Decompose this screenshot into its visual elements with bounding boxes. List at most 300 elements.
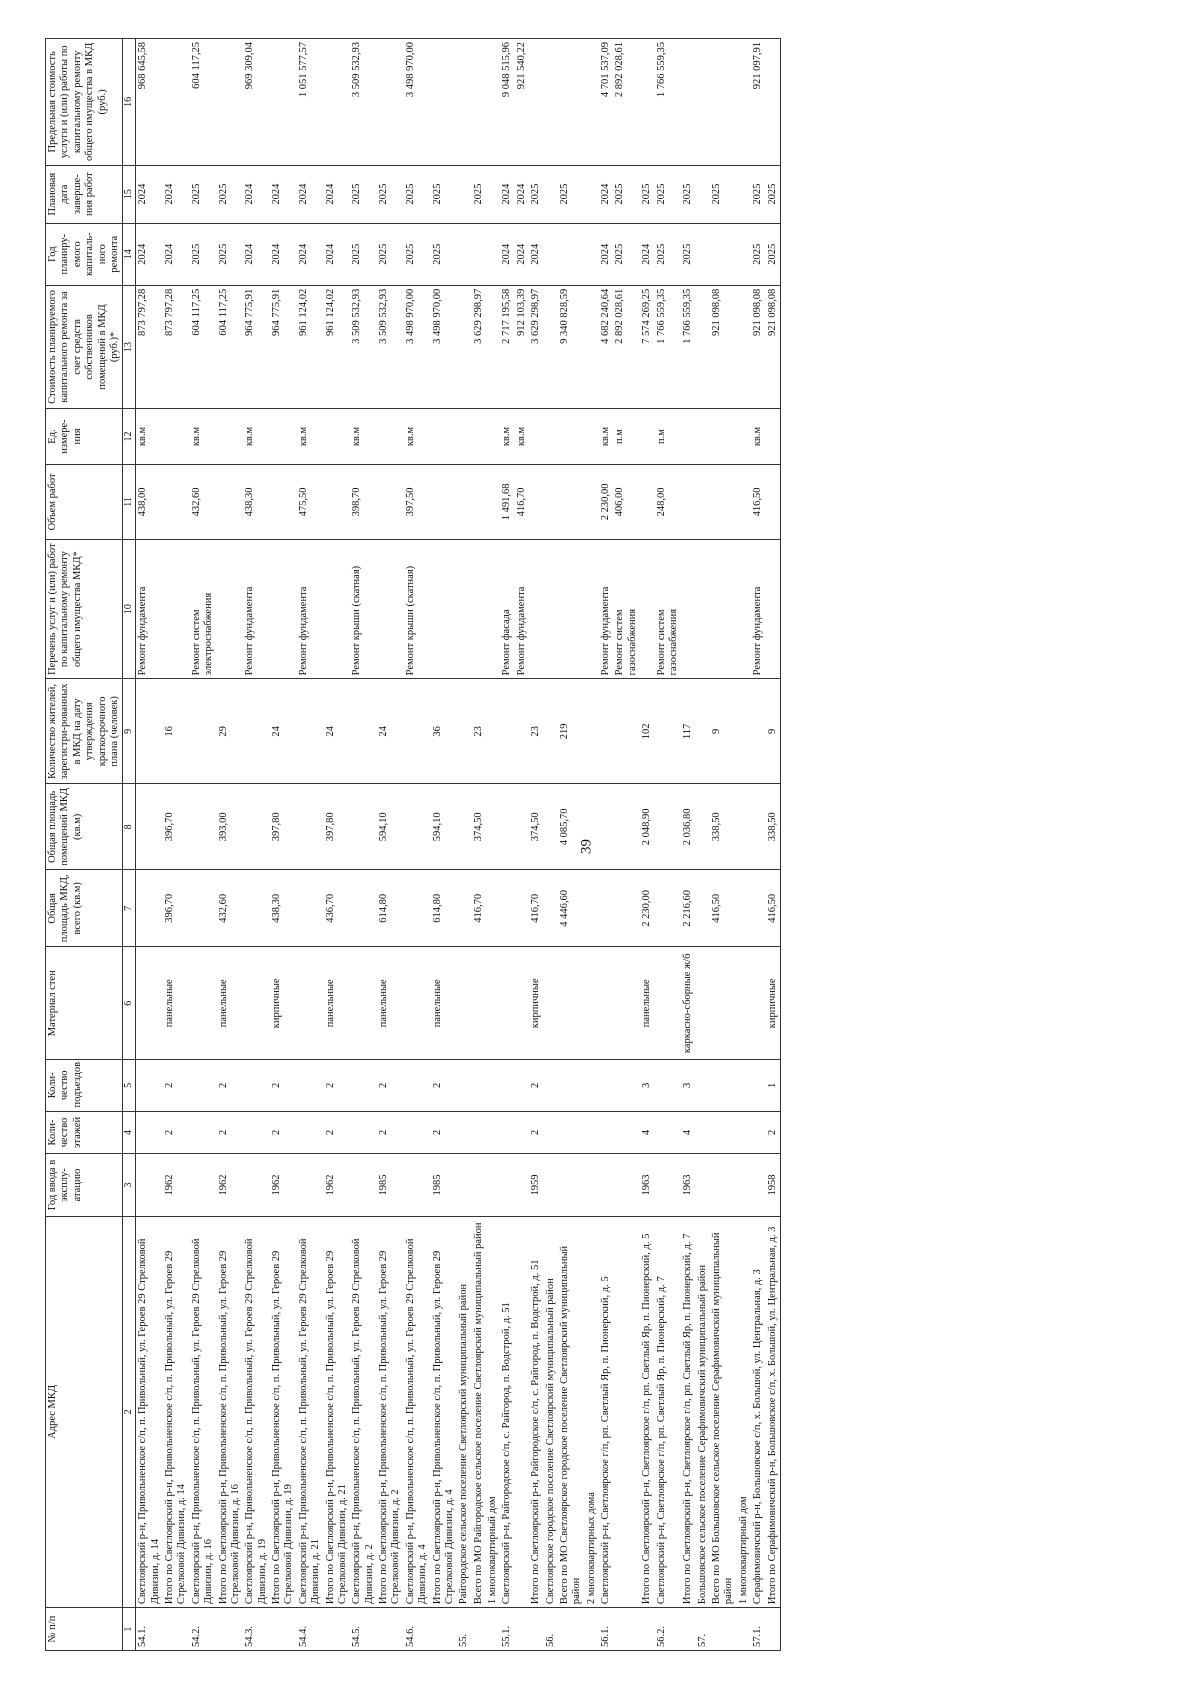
table-cell: 2025	[766, 165, 781, 223]
table-cell	[737, 223, 751, 285]
table-cell: 2025	[350, 223, 377, 285]
table-body	[136, 39, 781, 1651]
table-cell	[486, 784, 500, 870]
table-cell	[710, 947, 737, 1060]
table-cell	[737, 679, 751, 784]
table-cell: 921 098,08	[766, 285, 781, 408]
table-cell	[640, 539, 654, 678]
table-cell: 54.4.	[297, 1608, 324, 1651]
table-cell: 2	[217, 1111, 244, 1154]
table-cell	[377, 1608, 404, 1651]
table-cell	[350, 1154, 377, 1216]
table-cell	[163, 1608, 190, 1651]
table-row	[457, 39, 471, 1651]
table-cell: 23	[529, 679, 543, 784]
table-row	[377, 39, 404, 1651]
table-cell: 2	[431, 1111, 458, 1154]
table-cell	[515, 1216, 529, 1607]
table-cell	[472, 1608, 486, 1651]
table-cell	[270, 1608, 297, 1651]
table-cell: 2024	[599, 165, 613, 223]
table-row	[500, 39, 514, 1651]
table-cell	[696, 1111, 710, 1154]
table-row	[515, 39, 529, 1651]
table-cell	[217, 39, 244, 166]
table-cell: 614,80	[431, 870, 458, 947]
table-cell	[737, 539, 751, 678]
table-cell	[190, 870, 217, 947]
table-cell: 2 230,00	[640, 870, 654, 947]
table-cell: 2	[217, 1060, 244, 1111]
table-cell: 964 775,91	[270, 285, 297, 408]
table-cell: Райгородское сельское поселение Светлоярский муниципальный район	[457, 1216, 471, 1607]
table-cell	[350, 679, 377, 784]
table-cell: 3	[681, 1060, 695, 1111]
table-cell: 2024	[500, 165, 514, 223]
table-cell	[136, 784, 163, 870]
table-cell: 1 051 577,57	[297, 39, 324, 166]
table-row	[613, 39, 640, 1651]
table-cell	[529, 409, 543, 465]
column-header-10: Перечень услуг и (или) работ по капитальному ремонту общего имущества МКД*	[46, 539, 123, 678]
table-cell	[544, 1154, 558, 1216]
table-cell: 4 446,60	[558, 870, 585, 947]
table-cell	[324, 409, 351, 465]
table-cell	[486, 539, 500, 678]
table-cell: Ремонт крыши (скатная)	[404, 539, 431, 678]
table-cell	[270, 539, 297, 678]
table-cell	[696, 409, 710, 465]
table-cell	[655, 784, 682, 870]
table-cell	[558, 539, 585, 678]
table-cell	[270, 39, 297, 166]
column-number-5: 5	[123, 1060, 136, 1111]
table-cell	[500, 947, 514, 1060]
table-cell	[190, 784, 217, 870]
table-cell: 2025	[190, 223, 217, 285]
table-cell	[472, 947, 486, 1060]
table-cell	[457, 409, 471, 465]
table-cell	[500, 679, 514, 784]
table-cell: 56.1.	[599, 1608, 613, 1651]
table-cell	[751, 1154, 765, 1216]
table-cell	[681, 464, 695, 539]
table-cell: 29	[217, 679, 244, 784]
table-cell	[243, 947, 270, 1060]
table-cell	[544, 409, 558, 465]
table-cell	[710, 1154, 737, 1216]
table-cell	[613, 947, 640, 1060]
table-cell	[377, 539, 404, 678]
table-cell	[613, 1060, 640, 1111]
table-cell: 2024	[515, 165, 529, 223]
table-row	[696, 39, 710, 1651]
column-number-8: 8	[123, 784, 136, 870]
table-cell: Итого по Светлоярский р-н, Привольненское с/п, п. Привольный, ул. Героев 29 Стрелковой Дивизии, д. 21	[324, 1216, 351, 1607]
table-cell	[766, 39, 781, 166]
column-number-16: 16	[123, 39, 136, 166]
table-cell: 416,50	[751, 464, 765, 539]
table-cell	[710, 464, 737, 539]
table-cell: 23	[472, 679, 486, 784]
table-cell: 2	[431, 1060, 458, 1111]
table-cell	[500, 870, 514, 947]
table-cell	[585, 679, 599, 784]
table-cell	[297, 1060, 324, 1111]
table-cell: 1985	[377, 1154, 404, 1216]
column-number-10: 10	[123, 539, 136, 678]
table-cell: 2024	[500, 223, 514, 285]
table-cell	[457, 1060, 471, 1111]
table-cell	[710, 1060, 737, 1111]
table-cell: 219	[558, 679, 585, 784]
table-cell: Итого по Светлоярский р-н, Привольненское с/п, п. Привольный, ул. Героев 29 Стрелковой Дивизии, д. 19	[270, 1216, 297, 1607]
table-cell: 374,50	[472, 784, 486, 870]
table-cell	[163, 539, 190, 678]
table-cell: Итого по Светлоярский р-н, Привольненское с/п, п. Привольный, ул. Героев 29 Стрелковой Дивизии, д. 14	[163, 1216, 190, 1607]
table-cell	[585, 784, 599, 870]
table-cell: 2025	[529, 165, 543, 223]
table-cell: 57.1.	[751, 1608, 765, 1651]
table-cell	[486, 1608, 500, 1651]
table-cell	[472, 1154, 486, 1216]
table-cell: 4 701 537,09	[599, 39, 613, 166]
table-cell: 4 682 240,64	[599, 285, 613, 408]
table-cell: Ремонт систем электроснабжения	[190, 539, 217, 678]
table-cell: 873 797,28	[163, 285, 190, 408]
table-cell: 2	[270, 1060, 297, 1111]
table-cell	[613, 1608, 640, 1651]
table-cell: Ремонт систем газоснабжения	[613, 539, 640, 678]
table-cell: 921 098,08	[710, 285, 737, 408]
table-cell: 2025	[217, 223, 244, 285]
table-cell	[457, 870, 471, 947]
table-cell	[350, 947, 377, 1060]
table-cell: 56.	[544, 1608, 558, 1651]
table-cell	[585, 1154, 599, 1216]
table-cell	[243, 1154, 270, 1216]
table-cell	[751, 679, 765, 784]
table-cell: 16	[163, 679, 190, 784]
table-cell: 2025	[751, 165, 765, 223]
table-cell: 2	[529, 1111, 543, 1154]
table-cell	[681, 39, 695, 166]
table-cell: панельные	[431, 947, 458, 1060]
table-cell: 397,80	[270, 784, 297, 870]
table-cell	[655, 947, 682, 1060]
table-cell	[515, 947, 529, 1060]
table-cell: 1 766 559,35	[655, 285, 682, 408]
table-cell: Ремонт фундамента	[515, 539, 529, 678]
table-cell	[431, 1608, 458, 1651]
table-cell: Всего по МО Райгородское сельское поселение Светлоярский муниципальный район	[472, 1216, 486, 1607]
table-cell	[350, 1060, 377, 1111]
table-cell: 614,80	[377, 870, 404, 947]
table-cell	[457, 39, 471, 166]
table-cell: 9	[710, 679, 737, 784]
table-cell: кирпичные	[766, 947, 781, 1060]
table-cell: 964 775,91	[243, 285, 270, 408]
table-cell	[190, 1060, 217, 1111]
table-cell	[696, 539, 710, 678]
table-cell	[136, 947, 163, 1060]
table-cell	[350, 870, 377, 947]
table-row	[766, 39, 781, 1651]
table-cell: п.м	[655, 409, 682, 465]
table-cell	[766, 409, 781, 465]
table-cell: 2 036,80	[681, 784, 695, 870]
table-cell	[404, 870, 431, 947]
table-cell	[324, 1608, 351, 1651]
table-cell	[529, 39, 543, 166]
column-header-15: Плановая дата заверше-ния работ	[46, 165, 123, 223]
table-cell	[558, 947, 585, 1060]
table-cell: 2024	[243, 223, 270, 285]
table-cell	[324, 464, 351, 539]
table-cell	[486, 464, 500, 539]
table-cell: 1959	[529, 1154, 543, 1216]
table-cell	[243, 1111, 270, 1154]
table-cell	[655, 679, 682, 784]
table-row	[486, 39, 500, 1651]
table-cell: Всего по МО Большовское сельское поселение Серафимовичский муниципальный район	[710, 1216, 737, 1607]
table-cell: 2	[163, 1111, 190, 1154]
column-number-3: 3	[123, 1154, 136, 1216]
table-cell: 4	[681, 1111, 695, 1154]
column-number-1: 1	[123, 1608, 136, 1651]
table-cell	[457, 679, 471, 784]
table-cell: 248,00	[655, 464, 682, 539]
table-cell	[710, 1608, 737, 1651]
table-cell: 438,30	[243, 464, 270, 539]
table-cell: 961 124,02	[297, 285, 324, 408]
table-cell: кв.м	[515, 409, 529, 465]
table-cell	[404, 1154, 431, 1216]
column-number-2: 2	[123, 1216, 136, 1607]
table-cell	[457, 1111, 471, 1154]
table-cell	[558, 223, 585, 285]
table-cell: 438,30	[270, 870, 297, 947]
table-cell: 416,50	[766, 870, 781, 947]
table-cell	[544, 1060, 558, 1111]
table-cell	[190, 679, 217, 784]
table-cell	[515, 870, 529, 947]
table-cell	[544, 870, 558, 947]
table-cell	[486, 165, 500, 223]
table-cell: 2	[163, 1060, 190, 1111]
table-cell: 416,50	[710, 870, 737, 947]
table-cell: 1958	[766, 1154, 781, 1216]
table-cell: 57.	[696, 1608, 710, 1651]
table-cell	[136, 679, 163, 784]
table-cell: каркасно-сборные ж/б	[681, 947, 695, 1060]
table-cell	[585, 1060, 599, 1111]
table-cell: Итого по Серафимовичский р-н, Большовское с/п, х. Большой, ул. Центральная, д. 3	[766, 1216, 781, 1607]
table-cell	[544, 1111, 558, 1154]
table-cell	[737, 165, 751, 223]
table-cell: 2	[377, 1060, 404, 1111]
table-cell: Итого по Светлоярский р-н, Привольненское с/п, п. Привольный, ул. Героев 29 Стрелковой Дивизии, д. 16	[217, 1216, 244, 1607]
table-cell: 436,70	[324, 870, 351, 947]
table-cell: кв.м	[190, 409, 217, 465]
table-cell: 2	[529, 1060, 543, 1111]
table-cell	[696, 784, 710, 870]
table-cell	[297, 784, 324, 870]
table-cell	[404, 784, 431, 870]
table-cell: Ремонт фундамента	[751, 539, 765, 678]
table-cell: 416,70	[529, 870, 543, 947]
table-cell: 416,70	[515, 464, 529, 539]
table-cell	[751, 870, 765, 947]
table-cell	[613, 784, 640, 870]
table-cell	[486, 870, 500, 947]
table-cell	[696, 870, 710, 947]
table-row	[655, 39, 682, 1651]
column-header-12: Ед. измере-ния	[46, 409, 123, 465]
column-header-11: Объем работ	[46, 464, 123, 539]
table-cell: Светлоярский р-н, Привольненское с/п, п. Привольный, ул. Героев 29 Стрелковой Дивизии, д. 21	[297, 1216, 324, 1607]
table-cell: 2025	[377, 223, 404, 285]
table-cell	[599, 1154, 613, 1216]
table-cell	[710, 1111, 737, 1154]
table-cell	[766, 464, 781, 539]
column-number-11: 11	[123, 464, 136, 539]
table-cell	[431, 39, 458, 166]
table-cell: 873 797,28	[136, 285, 163, 408]
table-cell	[585, 39, 599, 166]
table-cell: 24	[270, 679, 297, 784]
table-cell	[136, 870, 163, 947]
column-number-9: 9	[123, 679, 136, 784]
table-row	[297, 39, 324, 1651]
table-cell: 912 103,39	[515, 285, 529, 408]
table-cell: Итого по Светлоярский р-н, Райгородское с/п, с. Райгород, п. Водстрой, д. 51	[529, 1216, 543, 1607]
table-cell: 3	[640, 1060, 654, 1111]
table-cell: панельные	[377, 947, 404, 1060]
table-cell: кирпичные	[529, 947, 543, 1060]
table-cell	[500, 784, 514, 870]
table-cell	[431, 464, 458, 539]
table-cell	[558, 409, 585, 465]
table-cell: 2025	[217, 165, 244, 223]
table-cell: 55.1.	[500, 1608, 514, 1651]
table-cell: 2025	[350, 165, 377, 223]
table-cell: кв.м	[243, 409, 270, 465]
table-cell: 406,00	[613, 464, 640, 539]
table-row	[544, 39, 558, 1651]
table-cell	[457, 285, 471, 408]
table-cell: Светлоярский р-н, Привольненское с/п, п. Привольный, ул. Героев 29 Стрелковой Дивизии, д. 2	[350, 1216, 377, 1607]
table-cell	[163, 409, 190, 465]
table-cell: 2 216,60	[681, 870, 695, 947]
table-cell	[737, 1154, 751, 1216]
table-cell	[544, 223, 558, 285]
table-cell: Ремонт систем газоснабжения	[655, 539, 682, 678]
table-cell	[472, 1111, 486, 1154]
table-cell: 2025	[404, 165, 431, 223]
table-cell	[710, 539, 737, 678]
table-row	[585, 39, 599, 1651]
column-header-8: Общая площадь помещений МКД (кв.м)	[46, 784, 123, 870]
table-cell	[751, 1060, 765, 1111]
table-cell	[766, 1608, 781, 1651]
table-cell	[515, 1111, 529, 1154]
table-cell: кв.м	[350, 409, 377, 465]
table-cell	[751, 1111, 765, 1154]
table-cell	[558, 1608, 585, 1651]
table-row	[710, 39, 737, 1651]
table-cell	[472, 464, 486, 539]
table-row	[558, 39, 585, 1651]
table-cell	[599, 947, 613, 1060]
table-cell: 117	[681, 679, 695, 784]
table-cell	[544, 285, 558, 408]
table-cell	[486, 409, 500, 465]
table-cell	[486, 223, 500, 285]
column-number-14: 14	[123, 223, 136, 285]
table-cell: 2 717 195,58	[500, 285, 514, 408]
table-cell	[599, 870, 613, 947]
table-cell: 2024	[163, 165, 190, 223]
table-cell	[681, 1608, 695, 1651]
table-cell: Светлоярское городское поселение Светлоярский муниципальный район	[544, 1216, 558, 1607]
table-cell: Ремонт фасада	[500, 539, 514, 678]
table-cell: 56.2.	[655, 1608, 682, 1651]
table-cell: 1963	[681, 1154, 695, 1216]
table-cell: Светлоярский р-н, Светлоярское г/п, рп. Светлый Яр, п. Пионерский, д. 5	[599, 1216, 613, 1607]
table-cell	[472, 409, 486, 465]
table-cell	[515, 1154, 529, 1216]
table-cell	[297, 870, 324, 947]
table-cell: 3 509 532,93	[377, 285, 404, 408]
table-cell: 2025	[655, 223, 682, 285]
table-cell	[585, 223, 599, 285]
table-cell: 397,50	[404, 464, 431, 539]
column-header-13: Стоимость планируемого капитального ремонта за счет средств собственников помещений в МКД (руб.)*	[46, 285, 123, 408]
table-cell	[766, 539, 781, 678]
table-cell: 54.3.	[243, 1608, 270, 1651]
table-cell: Ремонт крыши (скатная)	[350, 539, 377, 678]
table-cell: 2025	[766, 223, 781, 285]
table-cell: 9	[766, 679, 781, 784]
table-cell: 2025	[431, 223, 458, 285]
table-cell	[163, 39, 190, 166]
table-cell	[486, 1111, 500, 1154]
table-cell	[486, 947, 500, 1060]
table-cell: 2	[377, 1111, 404, 1154]
table-cell	[544, 947, 558, 1060]
table-cell: 1962	[324, 1154, 351, 1216]
table-cell: 374,50	[529, 784, 543, 870]
table-cell: 2024	[270, 223, 297, 285]
table-cell: 604 117,25	[190, 285, 217, 408]
column-header-3: Год ввода в эксплу-атацию	[46, 1154, 123, 1216]
table-cell	[544, 464, 558, 539]
table-cell: 2 892 028,61	[613, 39, 640, 166]
table-cell	[585, 464, 599, 539]
table-cell	[472, 539, 486, 678]
table-cell: 594,10	[377, 784, 404, 870]
table-cell: 475,50	[297, 464, 324, 539]
table-cell: 432,60	[217, 870, 244, 947]
table-cell	[696, 39, 710, 166]
table-cell	[457, 165, 471, 223]
table-cell	[751, 947, 765, 1060]
table-cell	[404, 1111, 431, 1154]
table-row	[136, 39, 163, 1651]
table-cell: 1962	[163, 1154, 190, 1216]
table-cell	[599, 679, 613, 784]
